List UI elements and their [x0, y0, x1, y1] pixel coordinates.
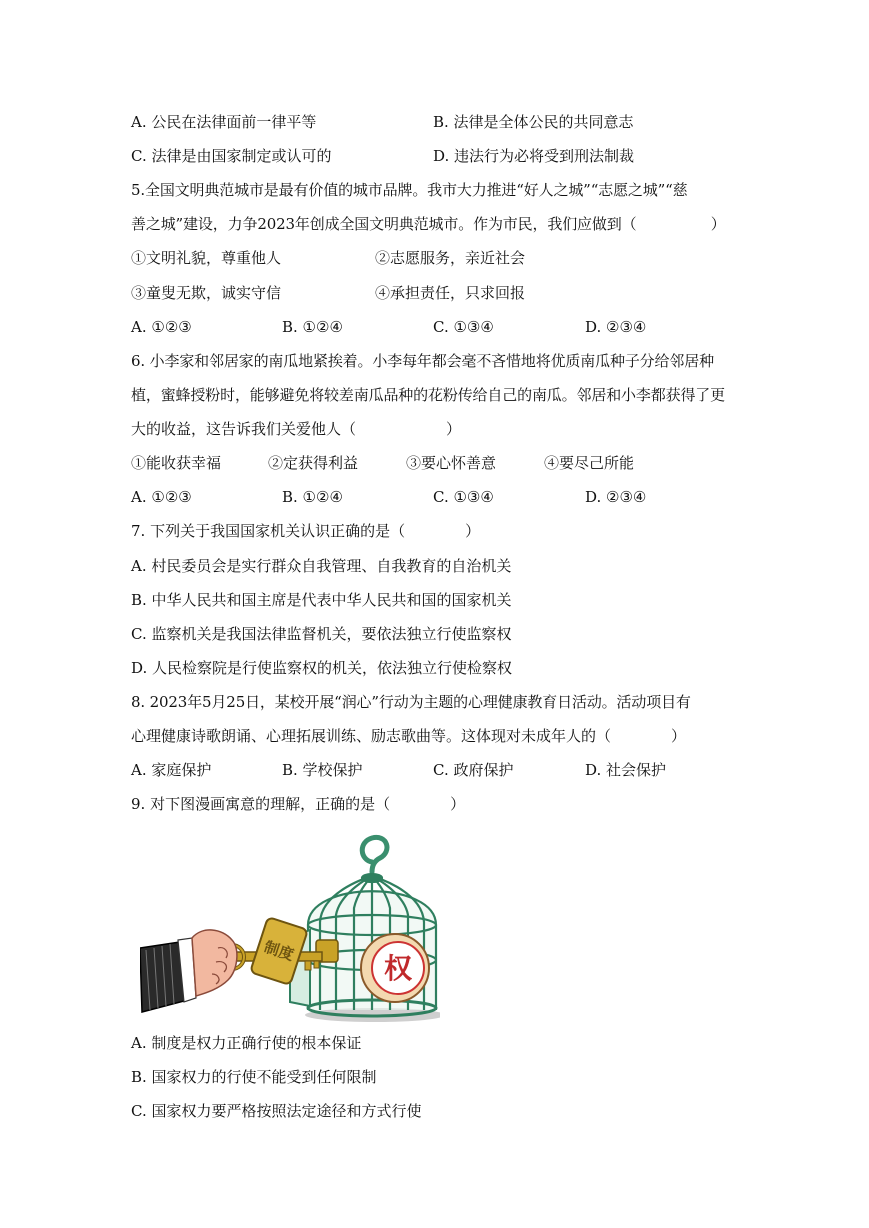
q6-item-4: ④要尽己所能 — [544, 454, 635, 472]
q6-option-c[interactable]: C. ①③④ — [433, 488, 494, 506]
key-char-label: 制度 — [261, 937, 297, 965]
q6-item-3: ③要心怀善意 — [406, 454, 497, 472]
q8-stem-line1: 8. 2023年5月25日，某校开展“润心”行动为主题的心理健康教育日活动。活动项目有 — [131, 693, 691, 711]
q6-stem-line3: 大的收益，这告诉我们关爱他人（ ） — [131, 420, 462, 438]
q7-option-b[interactable]: B. 中华人民共和国主席是代表中华人民共和国的国家机关 — [131, 591, 512, 609]
q5-option-c[interactable]: C. ①③④ — [433, 318, 494, 336]
q8-option-d[interactable]: D. 社会保护 — [585, 761, 667, 779]
q4-option-c[interactable]: C. 法律是由国家制定或认可的 — [131, 147, 332, 165]
q5-item-3: ③童叟无欺，诚实守信 — [131, 284, 282, 302]
q6-option-a[interactable]: A. ①②③ — [131, 488, 192, 506]
q4-option-d[interactable]: D. 违法行为必将受到刑法制裁 — [433, 147, 635, 165]
q8-stem-line2: 心理健康诗歌朗诵、心理拓展训练、励志歌曲等。这体现对未成年人的（ ） — [131, 727, 687, 745]
q9-option-c[interactable]: C. 国家权力要严格按照法定途径和方式行使 — [131, 1102, 422, 1120]
q7-option-d[interactable]: D. 人民检察院是行使监察权的机关，依法独立行使检察权 — [131, 659, 513, 677]
q9-stem: 9. 对下图漫画寓意的理解，正确的是（ ） — [131, 795, 466, 813]
q5-item-1: ①文明礼貌，尊重他人 — [131, 249, 282, 267]
power-cage-cartoon — [140, 830, 440, 1025]
q7-option-a[interactable]: A. 村民委员会是实行群众自我管理、自我教育的自治机关 — [131, 557, 512, 575]
hand-icon — [140, 930, 237, 1012]
q9-option-b[interactable]: B. 国家权力的行使不能受到任何限制 — [131, 1068, 377, 1086]
q4-option-a[interactable]: A. 公民在法律面前一律平等 — [131, 113, 317, 131]
q5-option-a[interactable]: A. ①②③ — [131, 318, 192, 336]
q7-stem: 7. 下列关于我国国家机关认识正确的是（ ） — [131, 522, 481, 540]
q6-item-2: ②定获得利益 — [268, 454, 359, 472]
q7-option-c[interactable]: C. 监察机关是我国法律监督机关，要依法独立行使监察权 — [131, 625, 512, 643]
q8-option-b[interactable]: B. 学校保护 — [282, 761, 363, 779]
q5-stem-line1: 5.全国文明典范城市是最有价值的城市品牌。我市大力推进“好人之城”“志愿之城”“慈 — [131, 181, 688, 199]
q6-item-1: ①能收获幸福 — [131, 454, 222, 472]
q8-option-a[interactable]: A. 家庭保护 — [131, 761, 212, 779]
q5-option-d[interactable]: D. ②③④ — [585, 318, 647, 336]
q6-option-d[interactable]: D. ②③④ — [585, 488, 647, 506]
q4-option-b[interactable]: B. 法律是全体公民的共同意志 — [433, 113, 634, 131]
q9-option-a[interactable]: A. 制度是权力正确行使的根本保证 — [131, 1034, 362, 1052]
q6-stem-line1: 6. 小李家和邻居家的南瓜地紧挨着。小李每年都会毫不吝惜地将优质南瓜种子分给邻居种 — [131, 352, 714, 370]
cage-hook — [362, 837, 387, 872]
q5-option-b[interactable]: B. ①②④ — [282, 318, 343, 336]
q5-stem-line2: 善之城”建设，力争2023年创成全国文明典范城市。作为市民，我们应做到（ ） — [131, 215, 726, 233]
cage-char-label: 权 — [383, 952, 413, 985]
q5-item-2: ②志愿服务，亲近社会 — [375, 249, 526, 267]
q6-stem-line2: 植，蜜蜂授粉时，能够避免将较差南瓜品种的花粉传给自己的南瓜。邻居和小李都获得了更 — [131, 386, 726, 404]
q8-option-c[interactable]: C. 政府保护 — [433, 761, 514, 779]
q5-item-4: ④承担责任，只求回报 — [375, 284, 526, 302]
q6-option-b[interactable]: B. ①②④ — [282, 488, 343, 506]
